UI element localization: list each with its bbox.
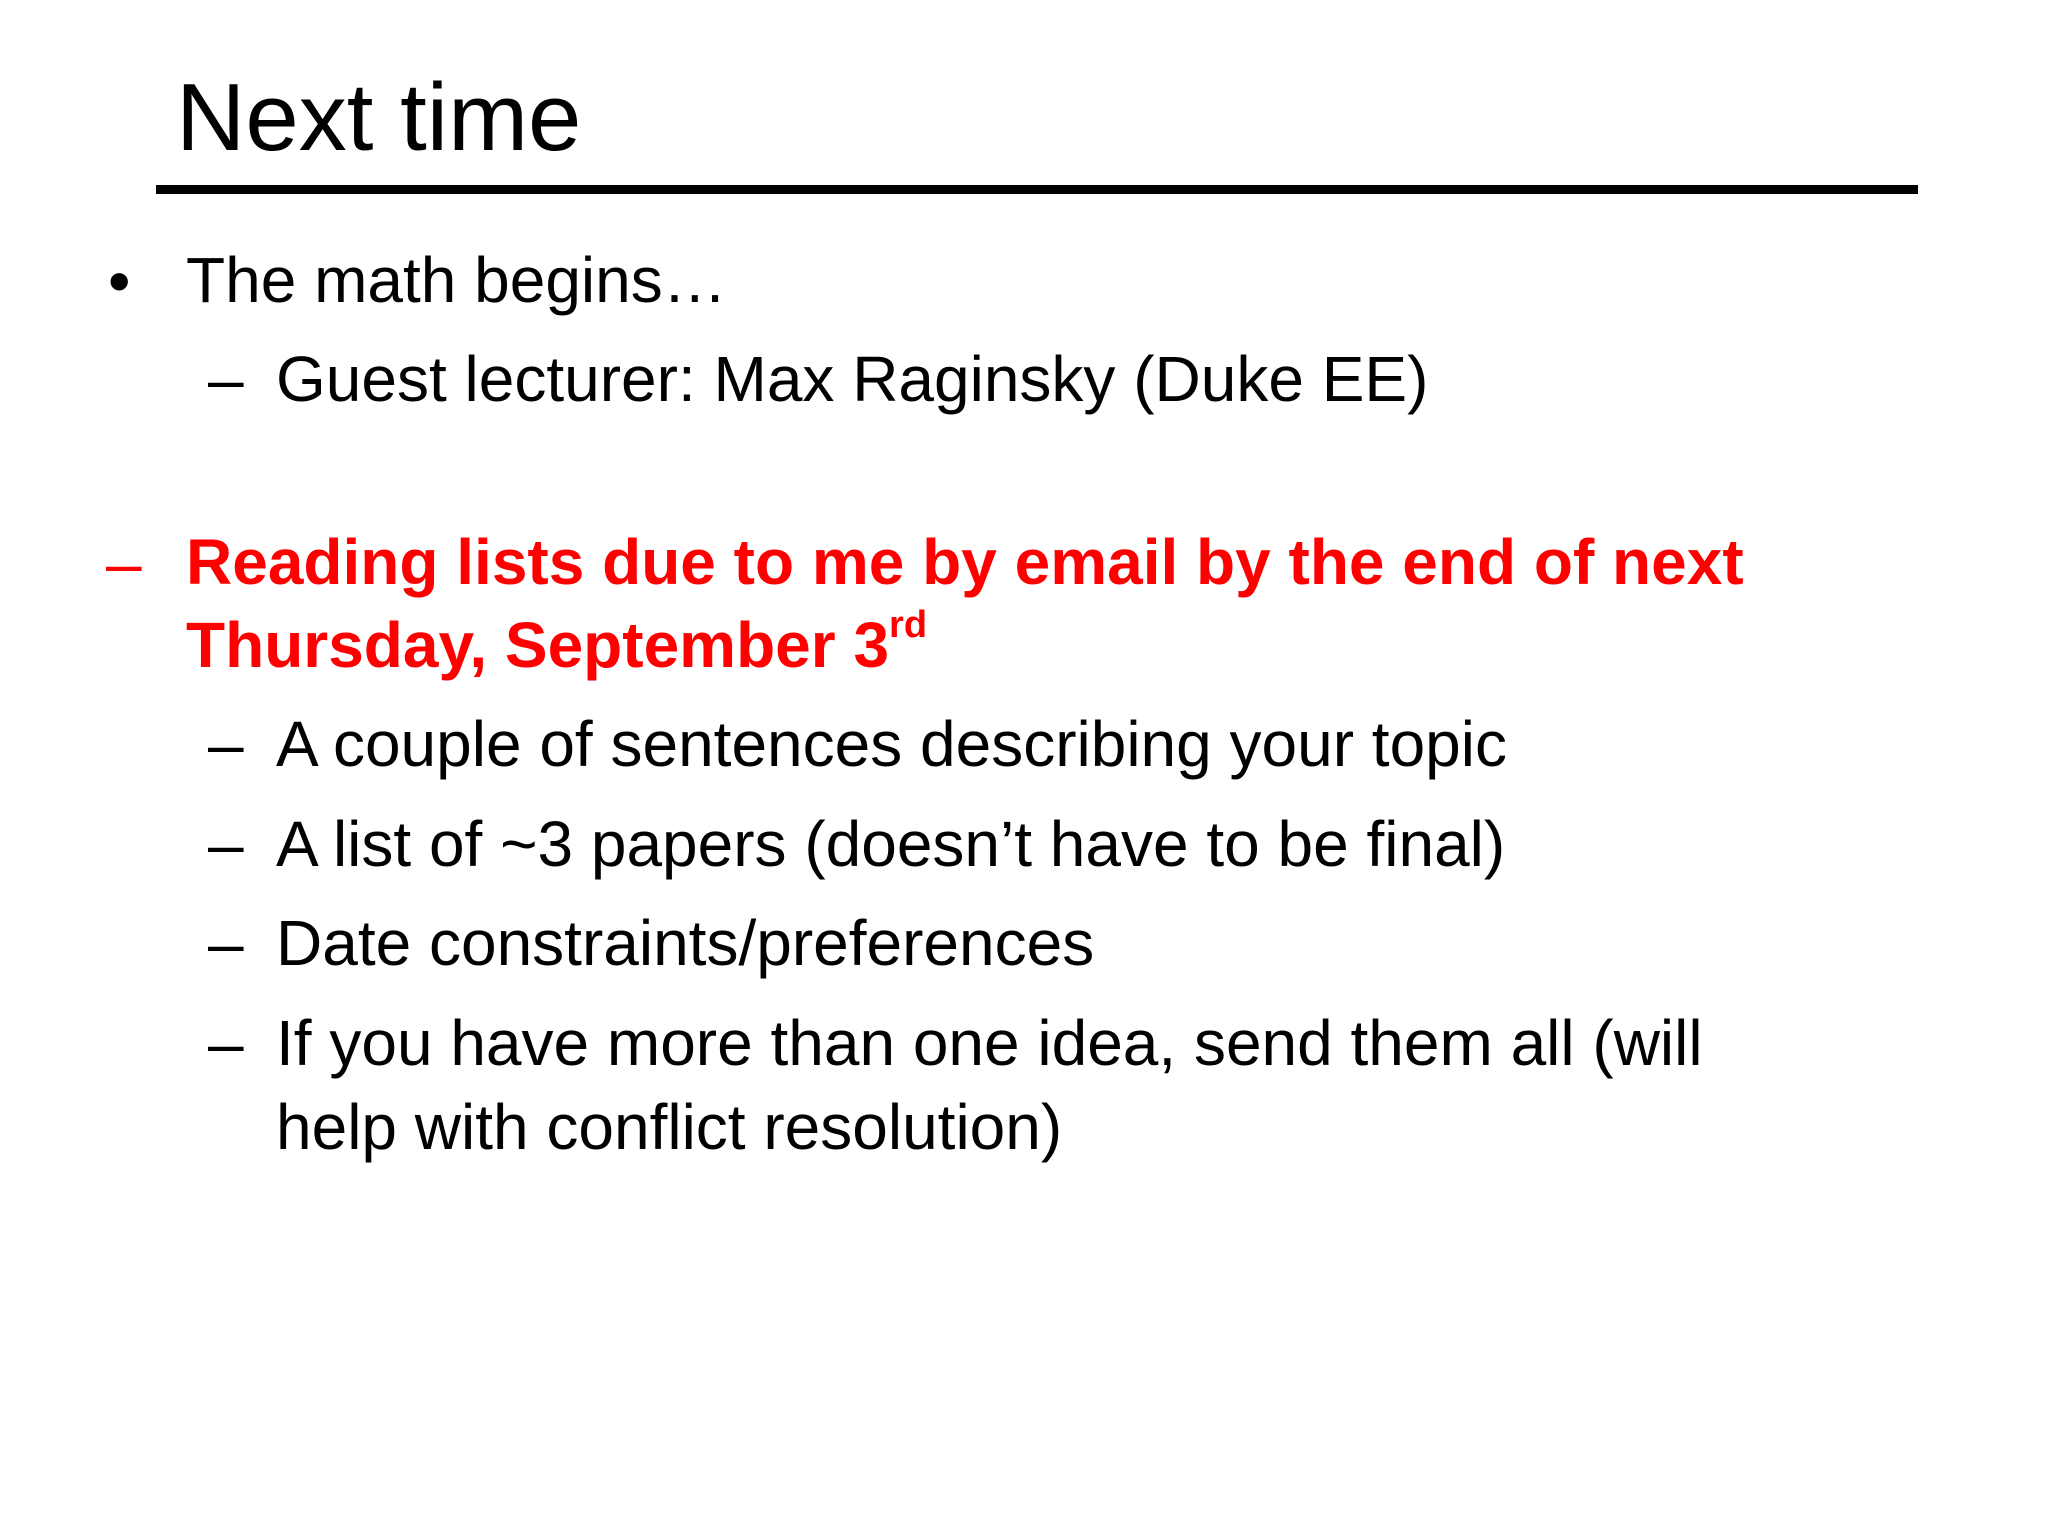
item-paper-list: A list of ~3 papers (doesn’t have to be final) [276, 808, 1506, 880]
bullet-marker: • [108, 245, 131, 317]
item-date-constraints: Date constraints/preferences [276, 907, 1095, 979]
slide-title: Next time [176, 64, 582, 171]
item-topic-description: A couple of sentences describing your topic [276, 708, 1507, 780]
deadline-superscript: rd [889, 604, 928, 646]
bullet-text-math-begins: The math begins… [186, 244, 727, 316]
item-multiple-ideas-line1: If you have more than one idea, send them all (will [276, 1007, 1703, 1079]
title-underline [156, 185, 1918, 194]
guest-marker: – [208, 343, 244, 415]
deadline-text-line2: Thursday, September 3rd [186, 604, 928, 681]
deadline-text-line1: Reading lists due to me by email by the end of next [186, 526, 1744, 598]
item-multiple-ideas-line2: help with conflict resolution) [276, 1091, 1063, 1163]
item-marker-4: – [208, 1007, 244, 1079]
deadline-marker: – [106, 527, 142, 599]
item-marker-3: – [208, 907, 244, 979]
item-marker-1: – [208, 708, 244, 780]
guest-lecturer-text: Guest lecturer: Max Raginsky (Duke EE) [276, 343, 1429, 415]
item-marker-2: – [208, 808, 244, 880]
